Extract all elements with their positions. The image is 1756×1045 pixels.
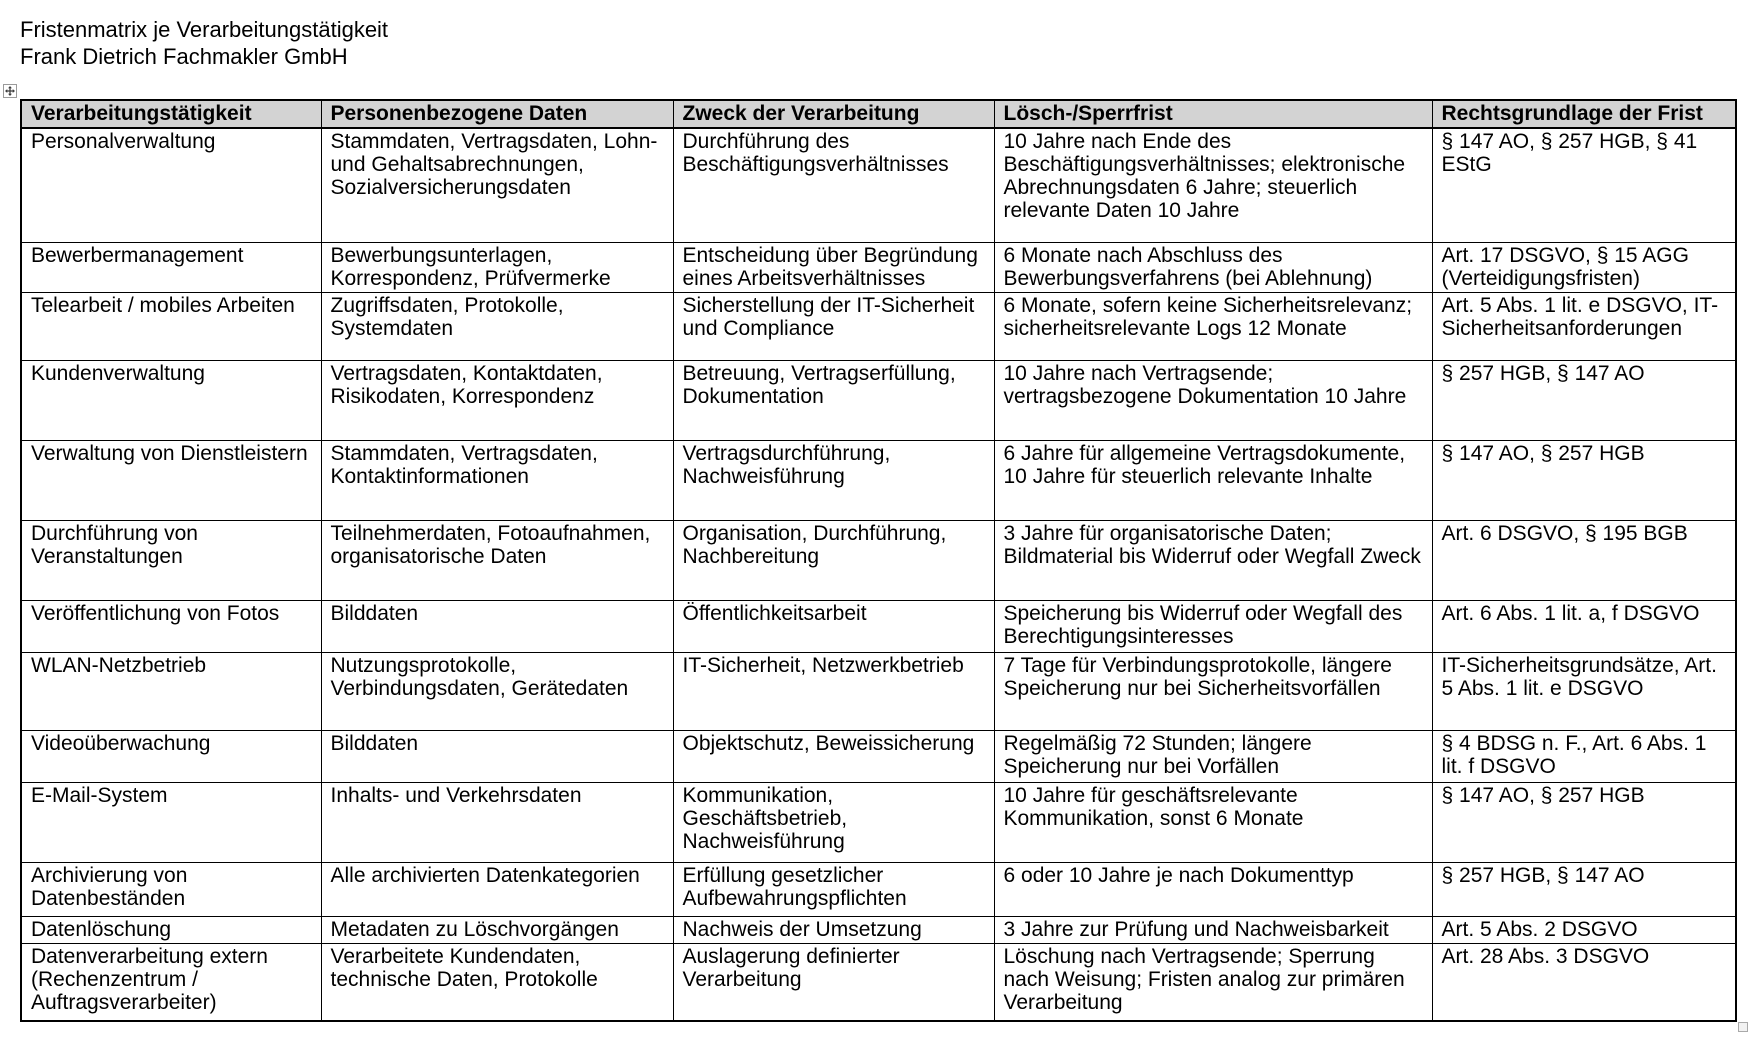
table-cell[interactable]: Veröffentlichung von Fotos	[21, 600, 321, 652]
table-row	[21, 292, 1736, 360]
table-cell[interactable]: Nutzungsprotokolle, Verbindungsdaten, Gerätedaten	[321, 652, 673, 730]
table-cell[interactable]: 10 Jahre für geschäftsrelevante Kommunikation, sonst 6 Monate	[994, 782, 1432, 862]
table-cell[interactable]: IT-Sicherheit, Netzwerkbetrieb	[673, 652, 994, 730]
table-row	[21, 943, 1736, 1021]
table-cell[interactable]: § 147 AO, § 257 HGB	[1432, 782, 1736, 862]
table-cell[interactable]: Art. 6 DSGVO, § 195 BGB	[1432, 520, 1736, 600]
table-cell[interactable]: 7 Tage für Verbindungsprotokolle, längere Speicherung nur bei Sicherheitsvorfällen	[994, 652, 1432, 730]
table-row	[21, 242, 1736, 292]
table-cell[interactable]: E-Mail-System	[21, 782, 321, 862]
table-cell[interactable]: 3 Jahre zur Prüfung und Nachweisbarkeit	[994, 916, 1432, 943]
table-cell[interactable]: Datenlöschung	[21, 916, 321, 943]
table-cell[interactable]: 3 Jahre für organisatorische Daten; Bildmaterial bis Widerruf oder Wegfall Zweck	[994, 520, 1432, 600]
table-cell[interactable]: Art. 5 Abs. 1 lit. e DSGVO, IT-Sicherheitsanforderungen	[1432, 292, 1736, 360]
table-cell[interactable]: 6 Monate nach Abschluss des Bewerbungsverfahrens (bei Ablehnung)	[994, 242, 1432, 292]
table-cell[interactable]: 10 Jahre nach Vertragsende; vertragsbezogene Dokumentation 10 Jahre	[994, 360, 1432, 440]
table-cell[interactable]: Teilnehmerdaten, Fotoaufnahmen, organisatorische Daten	[321, 520, 673, 600]
table-cell[interactable]: Stammdaten, Vertragsdaten, Kontaktinformationen	[321, 440, 673, 520]
table-cell[interactable]: § 4 BDSG n. F., Art. 6 Abs. 1 lit. f DSGVO	[1432, 730, 1736, 782]
column-header[interactable]: Zweck der Verarbeitung	[673, 100, 994, 128]
table-cell[interactable]: Art. 6 Abs. 1 lit. a, f DSGVO	[1432, 600, 1736, 652]
column-header[interactable]: Lösch-/Sperrfrist	[994, 100, 1432, 128]
table-row	[21, 862, 1736, 916]
table-cell[interactable]: Vertragsdurchführung, Nachweisführung	[673, 440, 994, 520]
table-cell[interactable]: Stammdaten, Vertragsdaten, Lohn- und Gehaltsabrechnungen, Sozialversicherungsdaten	[321, 128, 673, 242]
table-resize-handle[interactable]	[1738, 1022, 1748, 1032]
table-cell[interactable]: § 147 AO, § 257 HGB	[1432, 440, 1736, 520]
table-cell[interactable]: Art. 28 Abs. 3 DSGVO	[1432, 943, 1736, 1021]
table-cell[interactable]: Durchführung des Beschäftigungsverhältnisses	[673, 128, 994, 242]
move-cross-icon	[5, 86, 15, 96]
document-title[interactable]: Fristenmatrix je Verarbeitungstätigkeit	[20, 17, 389, 42]
table-cell[interactable]: Regelmäßig 72 Stunden; längere Speicherung nur bei Vorfällen	[994, 730, 1432, 782]
table-cell[interactable]: § 257 HGB, § 147 AO	[1432, 862, 1736, 916]
table-cell[interactable]: Verwaltung von Dienstleistern	[21, 440, 321, 520]
table-cell[interactable]: Art. 5 Abs. 2 DSGVO	[1432, 916, 1736, 943]
table-row	[21, 652, 1736, 730]
table-row	[21, 600, 1736, 652]
table-row	[21, 730, 1736, 782]
table-cell[interactable]: § 257 HGB, § 147 AO	[1432, 360, 1736, 440]
table-cell[interactable]: Videoüberwachung	[21, 730, 321, 782]
table-cell[interactable]: Zugriffsdaten, Protokolle, Systemdaten	[321, 292, 673, 360]
document-subtitle[interactable]: Frank Dietrich Fachmakler GmbH	[20, 44, 348, 69]
table-cell[interactable]: Bilddaten	[321, 730, 673, 782]
table-cell[interactable]: Nachweis der Umsetzung	[673, 916, 994, 943]
table-cell[interactable]: Betreuung, Vertragserfüllung, Dokumentation	[673, 360, 994, 440]
table-cell[interactable]: Sicherstellung der IT-Sicherheit und Compliance	[673, 292, 994, 360]
table-move-handle[interactable]	[3, 84, 17, 98]
table-cell[interactable]: Verarbeitete Kundendaten, technische Daten, Protokolle	[321, 943, 673, 1021]
table-row	[21, 782, 1736, 862]
table-header-row	[21, 100, 1736, 128]
table-cell[interactable]: Öffentlichkeitsarbeit	[673, 600, 994, 652]
table-row	[21, 440, 1736, 520]
table-cell[interactable]: Organisation, Durchführung, Nachbereitung	[673, 520, 994, 600]
table-cell[interactable]: WLAN-Netzbetrieb	[21, 652, 321, 730]
table-cell[interactable]: Alle archivierten Datenkategorien	[321, 862, 673, 916]
table-cell[interactable]: 6 Monate, sofern keine Sicherheitsrelevanz; sicherheitsrelevante Logs 12 Monate	[994, 292, 1432, 360]
table-cell[interactable]: Bewerbermanagement	[21, 242, 321, 292]
column-header[interactable]: Personenbezogene Daten	[321, 100, 673, 128]
table-cell[interactable]: Archivierung von Datenbeständen	[21, 862, 321, 916]
table-cell[interactable]: Objektschutz, Beweissicherung	[673, 730, 994, 782]
table-cell[interactable]: 6 Jahre für allgemeine Vertragsdokumente, 10 Jahre für steuerlich relevante Inhalte	[994, 440, 1432, 520]
table-cell[interactable]: Bilddaten	[321, 600, 673, 652]
table-row	[21, 360, 1736, 440]
table-cell[interactable]: Inhalts- und Verkehrsdaten	[321, 782, 673, 862]
document-title-block	[20, 16, 388, 70]
table-cell[interactable]: Vertragsdaten, Kontaktdaten, Risikodaten, Korrespondenz	[321, 360, 673, 440]
table-cell[interactable]: Speicherung bis Widerruf oder Wegfall des Berechtigungsinteresses	[994, 600, 1432, 652]
table-cell[interactable]: 6 oder 10 Jahre je nach Dokumenttyp	[994, 862, 1432, 916]
table-cell[interactable]: Metadaten zu Löschvorgängen	[321, 916, 673, 943]
table-cell[interactable]: § 147 AO, § 257 HGB, § 41 EStG	[1432, 128, 1736, 242]
fristenmatrix-table	[20, 99, 1737, 1022]
table-cell[interactable]: 10 Jahre nach Ende des Beschäftigungsverhältnisses; elektronische Abrechnungsdaten 6 Jahre; steuerlich relevante Daten 10 Jahre	[994, 128, 1432, 242]
table-cell[interactable]: Erfüllung gesetzlicher Aufbewahrungspflichten	[673, 862, 994, 916]
table-cell[interactable]: Auslagerung definierter Verarbeitung	[673, 943, 994, 1021]
table-cell[interactable]: Personalverwaltung	[21, 128, 321, 242]
table-row	[21, 916, 1736, 943]
table-cell[interactable]: Datenverarbeitung extern (Rechenzentrum / Auftragsverarbeiter)	[21, 943, 321, 1021]
column-header[interactable]: Verarbeitungstätigkeit	[21, 100, 321, 128]
table-row	[21, 520, 1736, 600]
table-cell[interactable]: Löschung nach Vertragsende; Sperrung nach Weisung; Fristen analog zur primären Verarbeitung	[994, 943, 1432, 1021]
table-cell[interactable]: Durchführung von Veranstaltungen	[21, 520, 321, 600]
table-cell[interactable]: Kundenverwaltung	[21, 360, 321, 440]
table-cell[interactable]: Telearbeit / mobiles Arbeiten	[21, 292, 321, 360]
table-cell[interactable]: Kommunikation, Geschäftsbetrieb, Nachweisführung	[673, 782, 994, 862]
table-cell[interactable]: IT-Sicherheitsgrundsätze, Art. 5 Abs. 1 lit. e DSGVO	[1432, 652, 1736, 730]
column-header[interactable]: Rechtsgrundlage der Frist	[1432, 100, 1736, 128]
table-cell[interactable]: Art. 17 DSGVO, § 15 AGG (Verteidigungsfristen)	[1432, 242, 1736, 292]
table-cell[interactable]: Entscheidung über Begründung eines Arbeitsverhältnisses	[673, 242, 994, 292]
table-cell[interactable]: Bewerbungsunterlagen, Korrespondenz, Prüfvermerke	[321, 242, 673, 292]
table-row	[21, 128, 1736, 242]
